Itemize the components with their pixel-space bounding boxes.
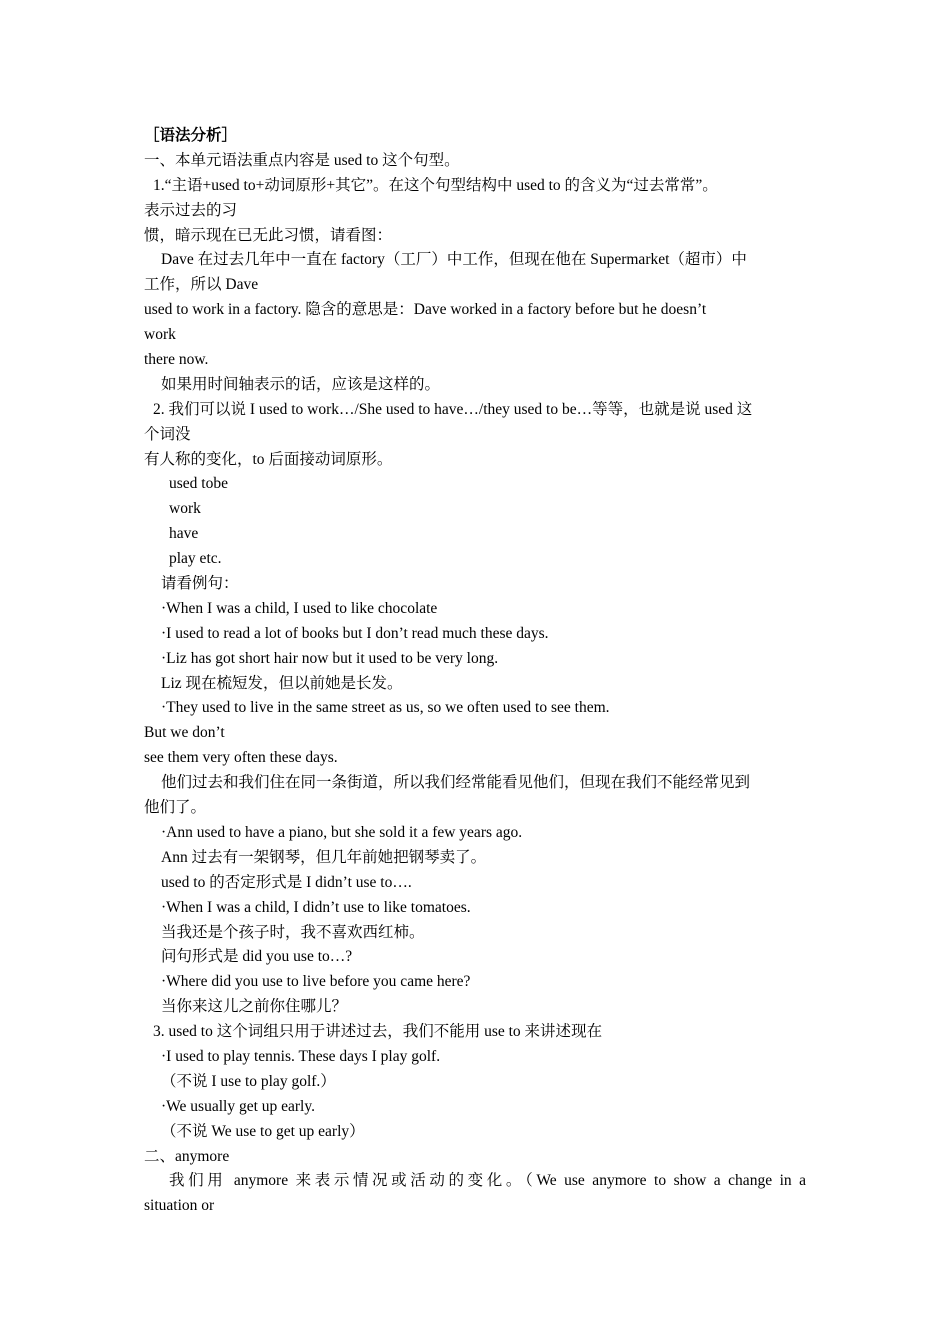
paragraph-line: 惯，暗示现在已无此习惯，请看图： [144,226,393,244]
paragraph-line: 1.“主语+used to+动词原形+其它”。在这个句型结构中 used to 的含义为“过去常常”。 [153,176,718,194]
verb-list-item: have [169,525,199,543]
paragraph-line: 表示过去的习 [144,201,238,219]
example-sentence: ·When I was a child, I didn’t use to like tomatoes. [161,898,471,916]
example-note: （不说 I use to play golf.） [161,1072,336,1090]
example-translation: 他们过去和我们住在同一条街道，所以我们经常能看见他们，但现在我们不能经常见到 [161,774,751,792]
paragraph-line: there now. [144,351,209,369]
example-sentence: ·We usually get up early. [161,1097,315,1115]
section-heading-grammar-analysis: ［语法分析］ [144,127,238,144]
verb-list-item: used tobe [169,475,228,493]
example-sentence: see them very often these days. [144,749,338,767]
example-sentence: ·Liz has got short hair now but it used to be very long. [161,649,499,667]
example-sentence: ·Ann used to have a piano, but she sold it a few years ago. [161,823,523,841]
section-title-anymore: 二、anymore [144,1147,230,1165]
example-translation: Ann 过去有一架钢琴，但几年前她把钢琴卖了。 [161,848,487,866]
paragraph-line: 有人称的变化，to 后面接动词原形。 [144,450,393,468]
verb-list-item: play etc. [169,550,222,568]
paragraph-line: 工作，所以 Dave [144,276,259,294]
example-sentence: ·I used to play tennis. These days I play golf. [161,1047,441,1065]
paragraph-line: 问句形式是 did you use to…? [161,948,353,966]
paragraph-line: 2. 我们可以说 I used to work…/She used to have…/they used to be…等等，也就是说 used 这 [153,400,753,418]
paragraph-line: 如果用时间轴表示的话，应该是这样的。 [161,375,441,393]
paragraph-line: used to work in a factory. 隐含的意思是：Dave worked in a factory before but he doesn’t [144,301,707,319]
paragraph-line: 我们用 anymore 来表示情况或活动的变化。（We use anymore to show a change in a [169,1172,806,1190]
paragraph-line: 个词没 [144,425,191,443]
section-title-used-to: 一、本单元语法重点内容是 used to 这个句型。 [144,151,460,169]
example-sentence: ·They used to live in the same street as us, so we often used to see them. [161,699,610,717]
example-translation: 当你来这儿之前你住哪儿？ [161,998,348,1016]
example-translation: 当我还是个孩子时，我不喜欢西红柿。 [161,923,425,941]
paragraph-line: situation or [144,1197,215,1215]
example-sentence: ·Where did you use to live before you came here? [161,973,471,991]
example-translation: Liz 现在梳短发，但以前她是长发。 [161,674,403,692]
document-body [144,124,806,1219]
paragraph-line: 请看例句： [161,575,239,593]
example-sentence: But we don’t [144,724,225,742]
paragraph-line: Dave 在过去几年中一直在 factory（工厂）中工作，但现在他在 Supermarket（超市）中 [161,251,747,269]
paragraph-line: 3. used to 这个词组只用于讲述过去，我们不能用 use to 来讲述现在 [153,1023,603,1041]
example-note: （不说 We use to get up early） [161,1122,365,1140]
paragraph-line: work [144,326,176,344]
paragraph-line: used to 的否定形式是 I didn’t use to…. [161,873,412,891]
verb-list-item: work [169,500,201,518]
example-translation: 他们了。 [144,799,207,817]
example-sentence: ·I used to read a lot of books but I don’t read much these days. [161,624,549,642]
example-sentence: ·When I was a child, I used to like chocolate [161,599,438,617]
